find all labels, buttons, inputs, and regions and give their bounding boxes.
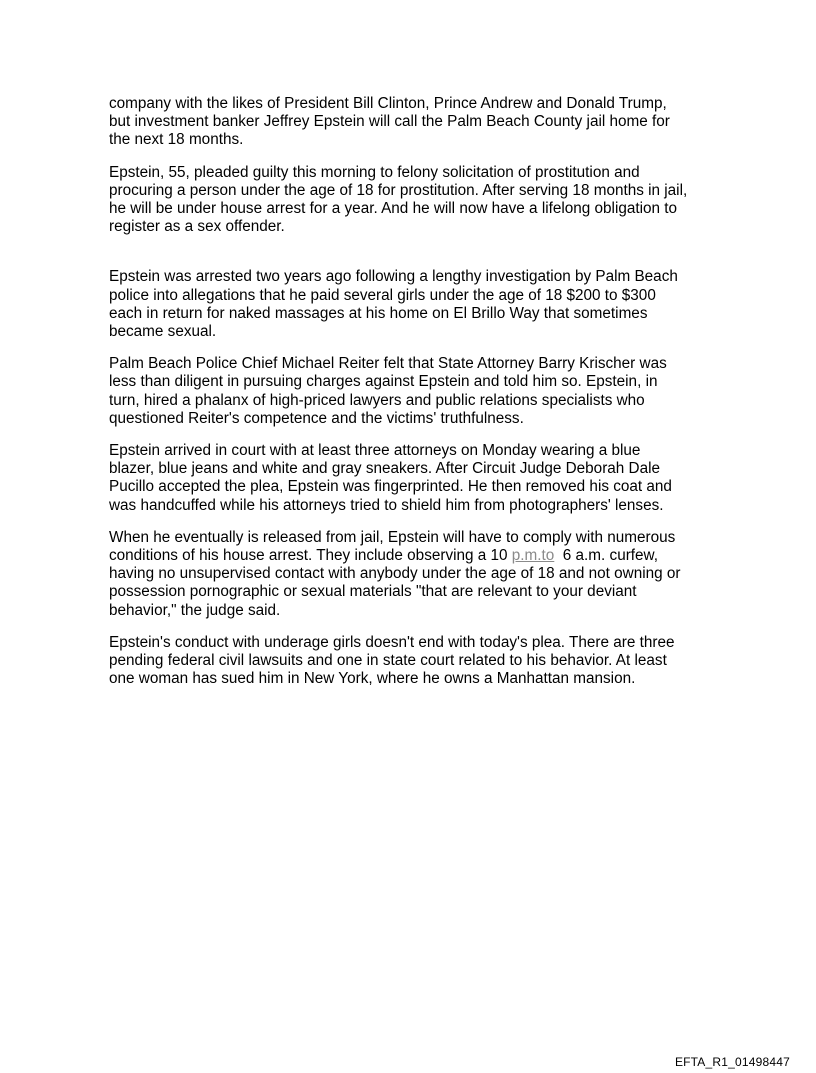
paragraph-2 xyxy=(109,164,729,237)
paragraph-6 xyxy=(109,529,729,620)
text-line: having no unsupervised contact with anybody under the age of 18 and not owning or xyxy=(109,565,681,583)
text-line: was handcuffed while his attorneys tried to shield him from photographers' lenses. xyxy=(109,496,664,514)
paragraph-5 xyxy=(109,442,729,515)
text-line: one woman has sued him in New York, where he owns a Manhattan mansion. xyxy=(109,670,636,688)
text-line: blazer, blue jeans and white and gray sneakers. After Circuit Judge Deborah Dale xyxy=(109,460,661,478)
text-line: but investment banker Jeffrey Epstein will call the Palm Beach County jail home for xyxy=(109,113,670,131)
text-line: police into allegations that he paid several girls under the age of 18 $200 to $300 xyxy=(109,286,656,304)
text-line: When he eventually is released from jail, Epstein will have to comply with numerous xyxy=(109,528,676,546)
text-line: turn, hired a phalanx of high-priced lawyers and public relations specialists who xyxy=(109,391,645,409)
text-line: less than diligent in pursuing charges against Epstein and told him so. Epstein, in xyxy=(109,373,658,391)
document-id-footer: EFTA_R1_01498447 xyxy=(674,1055,790,1069)
text-line: Palm Beach Police Chief Michael Reiter felt that State Attorney Barry Krischer was xyxy=(109,355,667,373)
text-line: possession pornographic or sexual materials "that are relevant to your deviant xyxy=(109,583,637,601)
text-segment: conditions of his house arrest. They include observing a 10 xyxy=(109,547,512,565)
paragraph-spacer xyxy=(109,236,729,268)
text-line: Epstein arrived in court with at least three attorneys on Monday wearing a blue xyxy=(109,442,641,460)
text-line: procuring a person under the age of 18 for prostitution. After serving 18 months in jail, xyxy=(109,181,688,199)
text-line-with-link xyxy=(109,547,729,565)
text-line: behavior," the judge said. xyxy=(109,601,281,619)
paragraph-spacer xyxy=(109,428,729,442)
text-line: Epstein was arrested two years ago following a lengthy investigation by Palm Beach xyxy=(109,268,678,286)
paragraph-spacer xyxy=(109,150,729,164)
paragraph-spacer xyxy=(109,515,729,529)
text-line: Pucillo accepted the plea, Epstein was fingerprinted. He then removed his coat and xyxy=(109,478,672,496)
text-line: pending federal civil lawsuits and one in state court related to his behavior. At least xyxy=(109,652,667,670)
text-line: became sexual. xyxy=(109,323,217,341)
text-line: Epstein's conduct with underage girls doesn't end with today's plea. There are three xyxy=(109,633,675,651)
text-line: each in return for naked massages at his home on El Brillo Way that sometimes xyxy=(109,304,648,322)
article-body xyxy=(109,95,729,688)
paragraph-7 xyxy=(109,634,729,689)
paragraph-1 xyxy=(109,95,729,150)
time-link[interactable]: p.m.to xyxy=(511,547,555,565)
paragraph-spacer xyxy=(109,341,729,355)
paragraph-3 xyxy=(109,268,729,341)
paragraph-spacer xyxy=(109,620,729,634)
text-line: company with the likes of President Bill Clinton, Prince Andrew and Donald Trump, xyxy=(109,95,667,112)
paragraph-4 xyxy=(109,355,729,428)
text-line: questioned Reiter's competence and the victims' truthfulness. xyxy=(109,409,524,427)
text-line: register as a sex offender. xyxy=(109,218,285,236)
text-line: he will be under house arrest for a year. And he will now have a lifelong obligation to xyxy=(109,200,678,218)
text-segment: 6 a.m. curfew, xyxy=(554,547,659,565)
text-line: Epstein, 55, pleaded guilty this morning to felony solicitation of prostitution and xyxy=(109,163,640,181)
text-line: the next 18 months. xyxy=(109,131,244,149)
